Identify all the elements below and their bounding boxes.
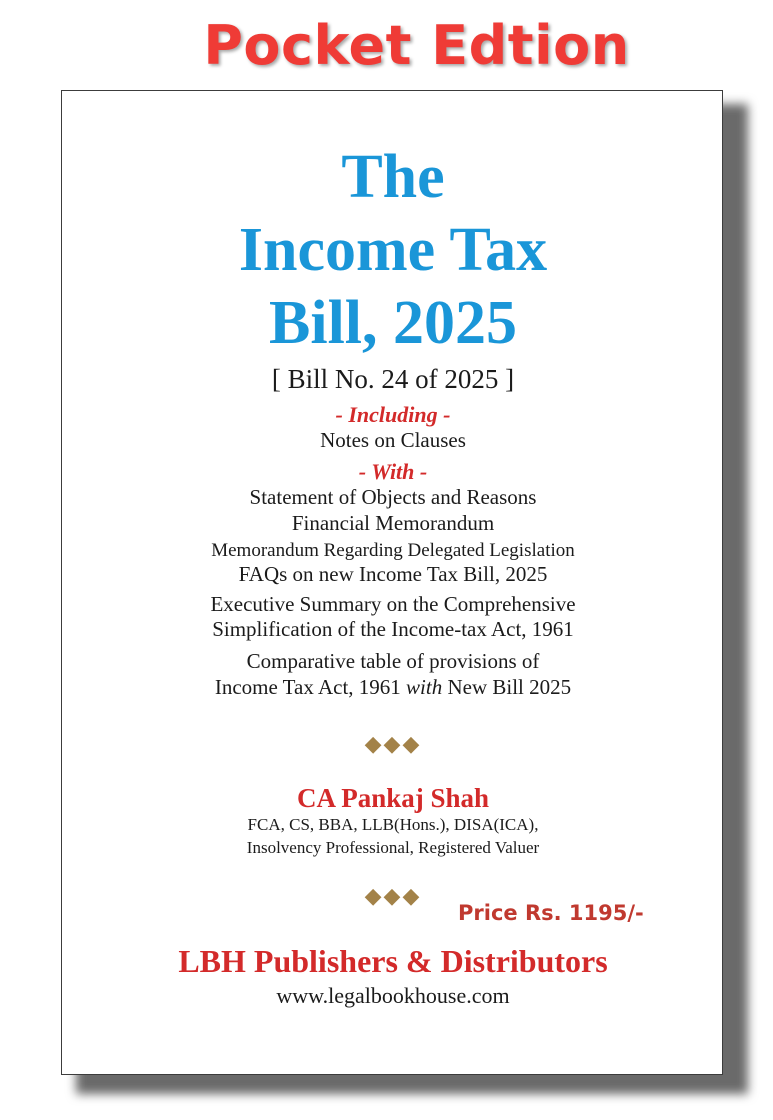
with-item: FAQs on new Income Tax Bill, 2025 — [238, 562, 548, 586]
with-label: - With - — [358, 459, 428, 484]
with-item: Comparative table of provisions of — [246, 649, 540, 673]
comparison-line — [62, 675, 724, 700]
with-item: Simplification of the Income-tax Act, 1961 — [212, 617, 574, 641]
including-item: Notes on Clauses — [320, 428, 466, 452]
including-label: - Including - — [335, 402, 451, 427]
with-item: Memorandum Regarding Delegated Legislation — [211, 540, 575, 561]
comparison-after: New Bill 2025 — [442, 675, 572, 699]
publisher-website: www.legalbookhouse.com — [276, 983, 510, 1008]
publisher-name: LBH Publishers & Distributors — [178, 943, 608, 979]
title-line-3: Bill, 2025 — [268, 289, 518, 357]
title-line-1: The — [341, 143, 445, 211]
edition-label: Pocket Edtion — [203, 14, 630, 77]
with-item: Financial Memorandum — [291, 511, 495, 535]
with-item: Executive Summary on the Comprehensive — [210, 592, 576, 616]
author-qualifications-line: FCA, CS, BBA, LLB(Hons.), DISA(ICA), — [247, 815, 539, 834]
author-qualifications-line: Insolvency Professional, Registered Valuer — [246, 838, 540, 857]
book-cover — [61, 90, 723, 1075]
ornament-diamonds-icon: ◆◆◆ — [364, 731, 422, 756]
comparison-before: Income Tax Act, 1961 — [214, 675, 407, 699]
book-title — [62, 141, 724, 360]
author-name: CA Pankaj Shah — [296, 783, 490, 813]
with-item: Statement of Objects and Reasons — [249, 485, 537, 509]
comparison-emphasis: with — [406, 675, 443, 699]
title-line-2: Income Tax — [238, 216, 548, 284]
bill-number: [ Bill No. 24 of 2025 ] — [271, 364, 515, 394]
price-label: Price Rs. 1195/- — [458, 901, 644, 925]
ornament-diamonds-icon: ◆◆◆ — [364, 883, 422, 908]
